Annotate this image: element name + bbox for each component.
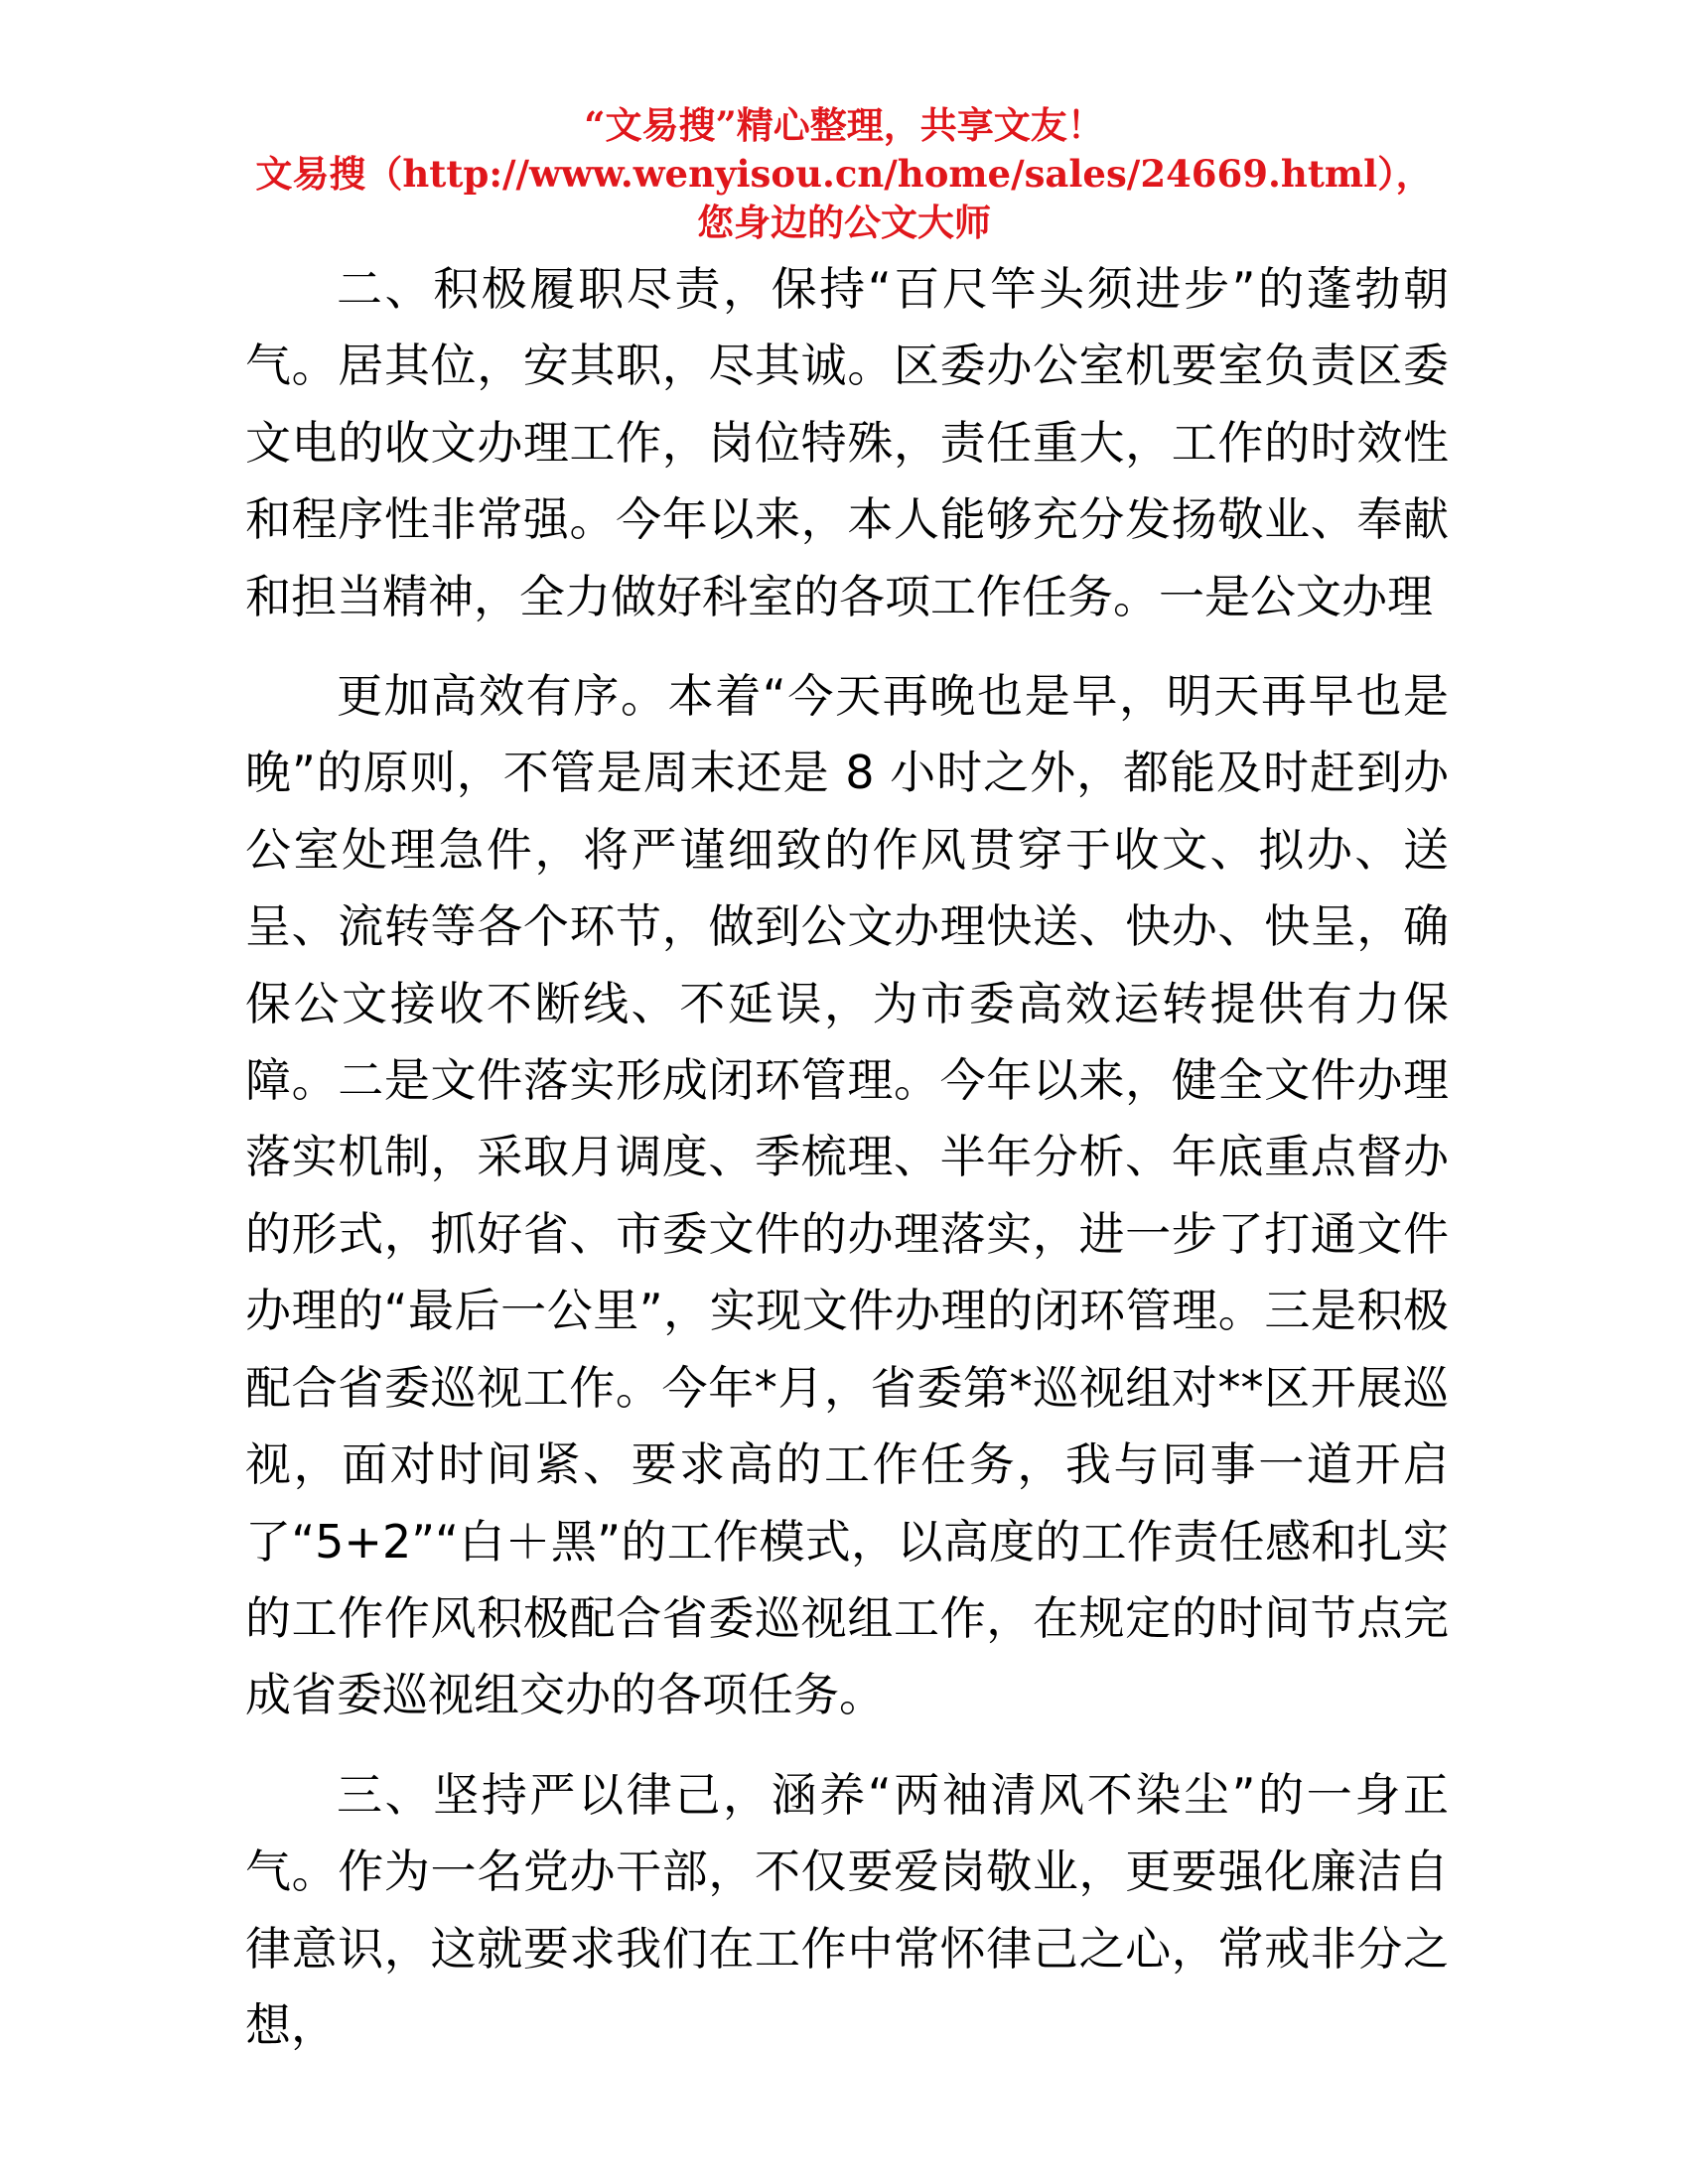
header-line-2[interactable]: 文易搜（http://www.wenyisou.cn/home/sales/24669.html），	[255, 152, 1433, 196]
watermark-header	[0, 101, 1688, 247]
paragraph-section-2: 二、积极履职尽责，保持“百尺竿头须进步”的蓬勃朝气。居其位，安其职，尽其诚。区委办公室机要室负责区委文电的收文办理工作，岗位特殊，责任重大，工作的时效性和程序性非常强。今年以来，本人能够充分发扬敬业、奉献和担当精神，全力做好科室的各项工作任务。一是公文办理	[245, 262, 1449, 623]
header-line-1: “文易搜”精心整理，共享文友！	[584, 103, 1104, 147]
header-line-3: 您身边的公文大师	[697, 201, 991, 244]
paragraph-continued: 更加高效有序。本着“今天再晚也是早，明天再早也是晚”的原则，不管是周末还是 8 小时之外，都能及时赶到办公室处理急件，将严谨细致的作风贯穿于收文、拟办、送呈、流转等各个环节，做到公文办理快送、快办、快呈，确保公文接收不断线、不延误，为市委高效运转提供有力保障。二是文件落实形成闭环管理。今年以来，健全文件办理落实机制，采取月调度、季梳理、半年分析、年底重点督办的形式，抓好省、市委文件的办理落实，进一步了打通文件办理的“最后一公里”，实现文件办理的闭环管理。三是积极配合省委巡视工作。今年*月，省委第*巡视组对**区开展巡视，面对时间紧、要求高的工作任务，我与同事一道开启了“5+2”“白＋黑”的工作模式，以高度的工作责任感和扎实的工作作风积极配合省委巡视组工作，在规定的时间节点完成省委巡视组交办的各项任务。	[245, 669, 1449, 1722]
paragraph-section-3: 三、坚持严以律己，涵养“两袖清风不染尘”的一身正气。作为一名党办干部，不仅要爱岗敬业，更要强化廉洁自律意识，这就要求我们在工作中常怀律己之心，常戒非分之想，	[245, 1767, 1449, 2052]
document-body	[245, 251, 1449, 2064]
